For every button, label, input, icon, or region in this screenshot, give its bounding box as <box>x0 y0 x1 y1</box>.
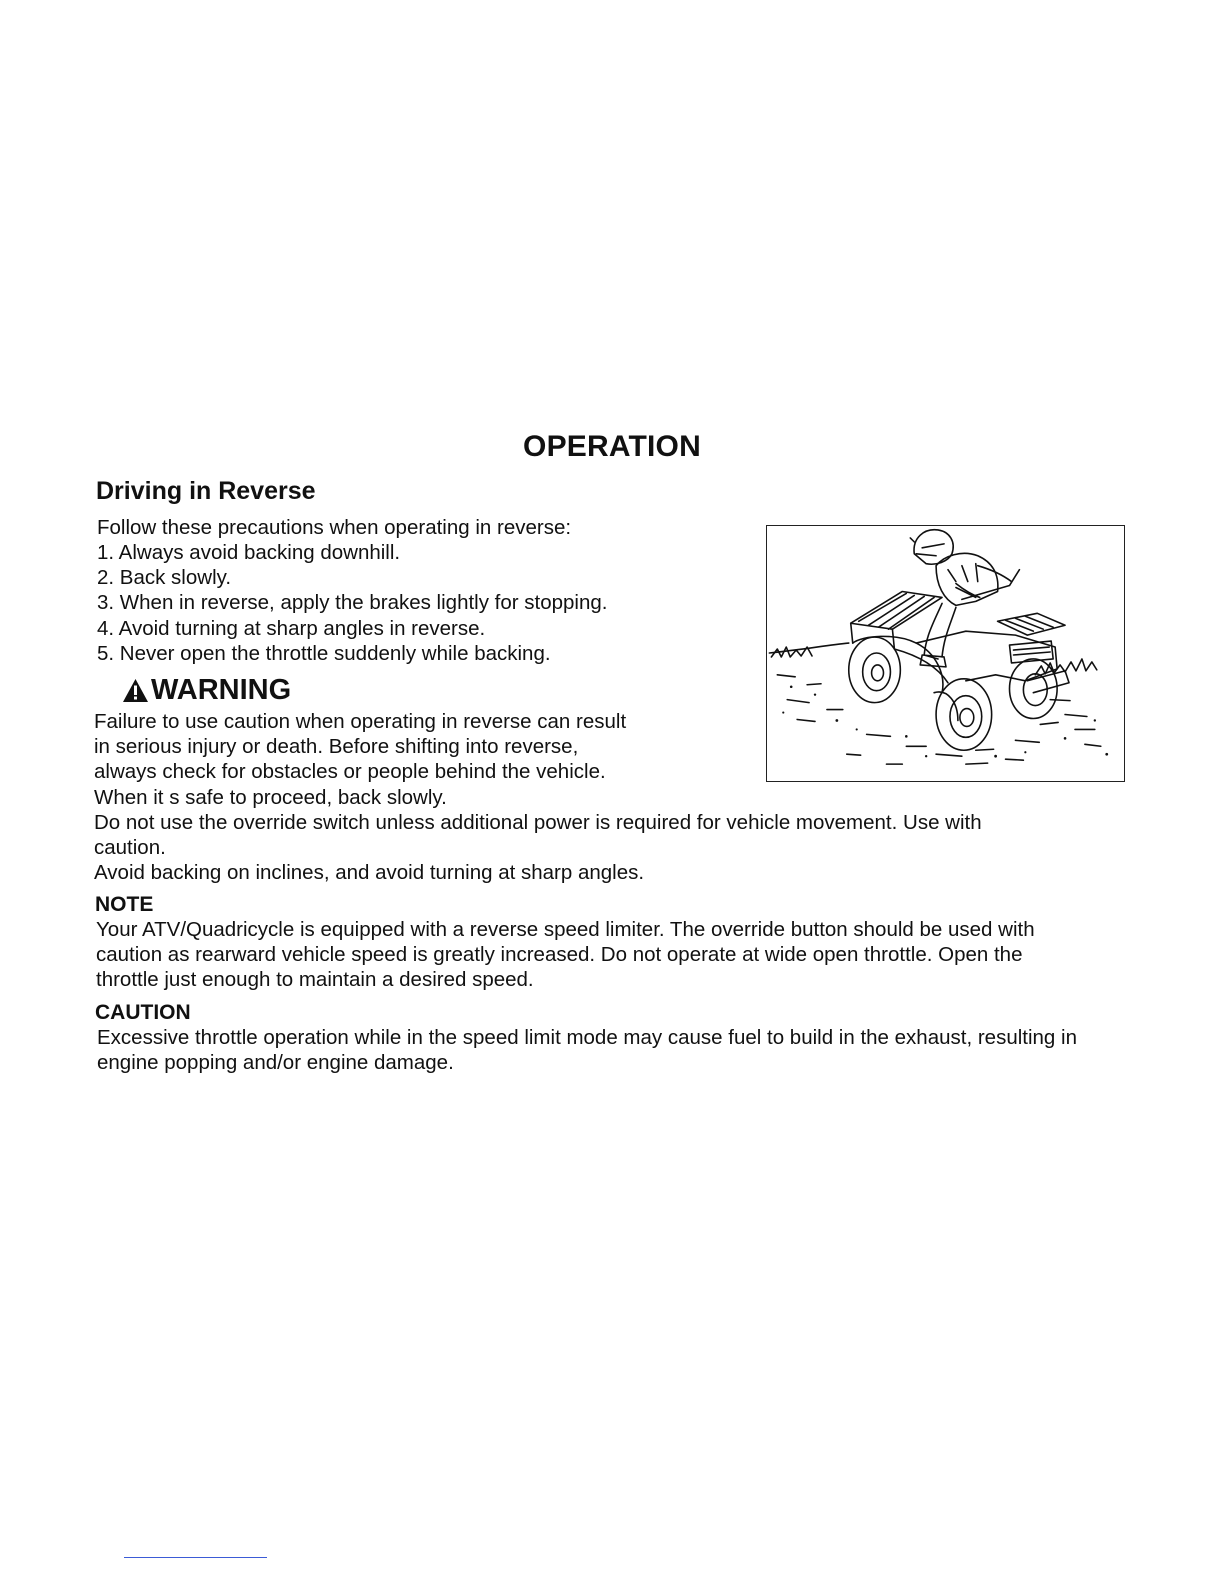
warning-line: Do not use the override switch unless additional power is required for vehicle movement. Use with caution. <box>94 810 982 860</box>
atv-rider-drawing <box>767 526 1124 781</box>
page-title: OPERATION <box>523 430 701 463</box>
caution-label: CAUTION <box>95 1001 191 1024</box>
list-item: 5. Never open the throttle suddenly while backing. <box>97 641 551 665</box>
warning-line: Avoid backing on inclines, and avoid turning at sharp angles. <box>94 861 645 885</box>
list-item: 2. Back slowly. <box>97 566 232 590</box>
caution-text: Excessive throttle operation while in the speed limit mode may cause fuel to build in the exhaust, resulting in engine popping and/or engine damage. <box>97 1026 1077 1075</box>
note-label: NOTE <box>95 893 154 916</box>
warning-line: in serious injury or death. Before shifting into reverse, <box>94 735 579 759</box>
list-item: 1. Always avoid backing downhill. <box>97 541 401 564</box>
list-item: 4. Avoid turning at sharp angles in reverse. <box>97 616 486 640</box>
footer-rule <box>124 1557 267 1558</box>
precautions-list <box>97 540 608 666</box>
section-heading: Driving in Reverse <box>96 477 316 505</box>
atv-illustration <box>766 525 1125 782</box>
intro-text: Follow these precautions when operating in reverse: <box>97 516 572 539</box>
warning-line: When it s safe to proceed, back slowly. <box>94 785 447 809</box>
warning-triangle-icon <box>122 678 149 703</box>
warning-heading <box>122 674 291 707</box>
note-text: Your ATV/Quadricycle is equipped with a reverse speed limiter. The override button should be used with caution as rearward vehicle speed is greatly increased. Do not operate at wide open throttle. Open the throttle just enough to maintain a desired speed. <box>96 918 1035 992</box>
warning-line: always check for obstacles or people behind the vehicle. <box>94 760 606 784</box>
warning-label: WARNING <box>151 674 292 706</box>
list-item: 3. When in reverse, apply the brakes lightly for stopping. <box>97 591 608 615</box>
warning-line: Failure to use caution when operating in reverse can result <box>94 710 627 733</box>
